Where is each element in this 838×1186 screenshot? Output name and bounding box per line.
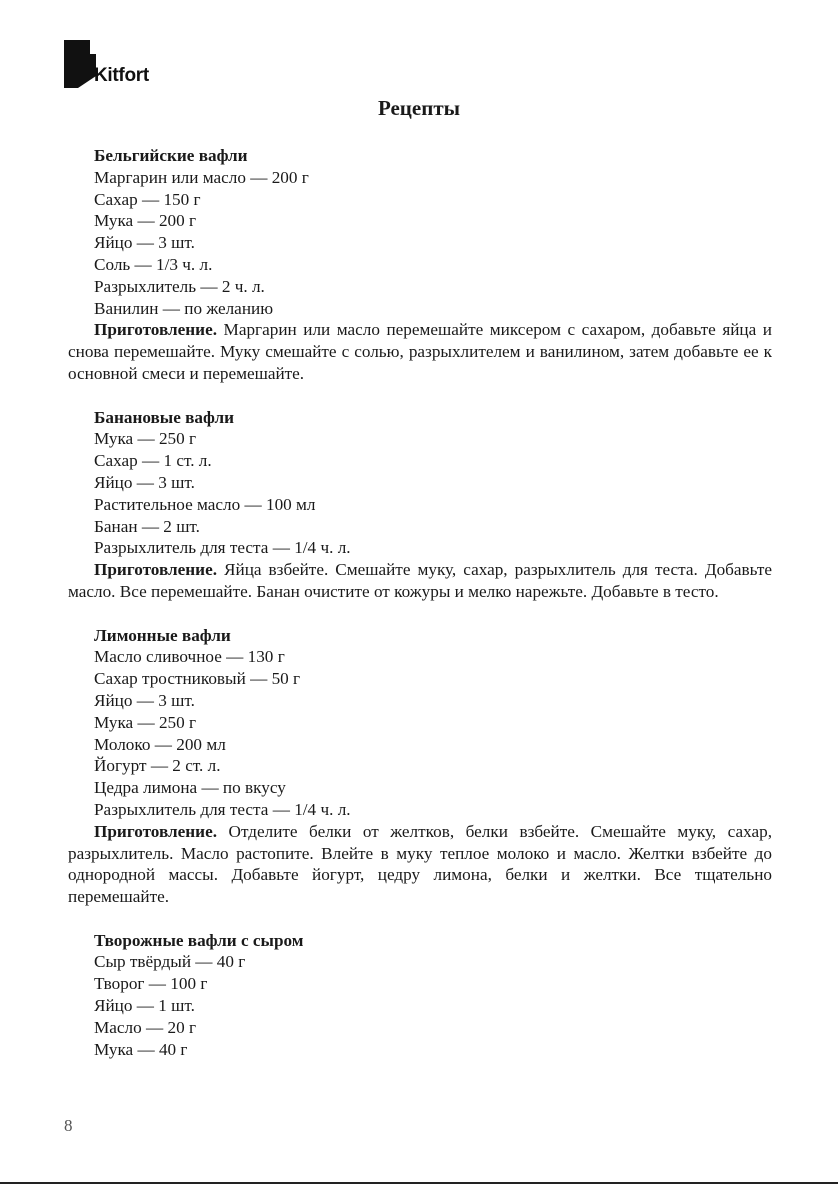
ingredient-item: Мука — 200 г bbox=[94, 211, 197, 231]
ingredient-item: Сахар — 150 г bbox=[94, 189, 201, 209]
recipe-title: Бельгийские вафли bbox=[94, 146, 248, 165]
preparation-label: Приготовление. bbox=[94, 821, 218, 841]
bottom-divider bbox=[0, 1182, 838, 1184]
preparation-label: Приготовление. bbox=[94, 560, 218, 580]
ingredient-item: Разрыхлитель для теста — 1/4 ч. л. bbox=[94, 538, 351, 558]
ingredient-list bbox=[68, 951, 772, 1060]
kitfort-logo-icon bbox=[64, 40, 96, 88]
ingredient-item: Яйцо — 1 шт. bbox=[94, 996, 195, 1016]
preparation-text bbox=[68, 821, 772, 908]
recipe-title: Творожные вафли с сыром bbox=[94, 930, 304, 950]
ingredient-item: Яйцо — 3 шт. bbox=[94, 472, 195, 492]
ingredient-item: Сыр твёрдый — 40 г bbox=[94, 952, 246, 972]
ingredient-item: Растительное масло — 100 мл bbox=[94, 494, 316, 514]
ingredient-item: Яйцо — 3 шт. bbox=[94, 233, 195, 253]
recipe-block bbox=[68, 930, 772, 1061]
ingredient-item: Разрыхлитель — 2 ч. л. bbox=[94, 276, 265, 296]
ingredient-item: Мука — 250 г bbox=[94, 712, 197, 732]
ingredient-item: Разрыхлитель для теста — 1/4 ч. л. bbox=[94, 799, 351, 819]
preparation-body: Яйца взбейте. Смешайте муку, сахар, разрыхлитель для теста. Добавьте масло. Все перемешайте. Банан очистите от кожуры и мелко нарежьте. Добавьте в тесто. bbox=[68, 560, 772, 601]
recipe-block bbox=[68, 625, 772, 908]
recipe-title: Банановые вафли bbox=[94, 407, 235, 427]
ingredient-item: Мука — 250 г bbox=[94, 429, 197, 449]
ingredient-list bbox=[68, 167, 772, 320]
preparation-body: Маргарин или масло перемешайте миксером с сахаром, добавьте яйца и снова перемешайте. Муку смешайте с солью, разрыхлителем и ванилином, затем добавьте ее к основной смеси и перемешайте. bbox=[68, 320, 772, 383]
ingredient-item: Сахар тростниковый — 50 г bbox=[94, 669, 301, 689]
ingredient-item: Яйцо — 3 шт. bbox=[94, 690, 195, 710]
preparation-text bbox=[68, 319, 772, 384]
ingredient-item: Соль — 1/3 ч. л. bbox=[94, 254, 213, 274]
preparation-label: Приготовление. bbox=[94, 320, 218, 340]
recipe-block bbox=[68, 407, 772, 603]
ingredient-item: Ванилин — по желанию bbox=[94, 298, 274, 318]
page-title: Рецепты bbox=[377, 96, 461, 120]
brand-logo bbox=[64, 40, 151, 88]
recipes-section bbox=[68, 145, 772, 1082]
ingredient-item: Мука — 40 г bbox=[94, 1039, 188, 1059]
ingredient-item: Творог — 100 г bbox=[94, 974, 208, 994]
ingredient-item: Сахар — 1 ст. л. bbox=[94, 451, 212, 471]
ingredient-list bbox=[68, 428, 772, 559]
preparation-text bbox=[68, 559, 772, 603]
ingredient-item: Маргарин или масло — 200 г bbox=[94, 167, 309, 187]
brand-name: Kitfort bbox=[94, 65, 149, 86]
ingredient-item: Банан — 2 шт. bbox=[94, 516, 200, 536]
preparation-body: Отделите белки от желтков, белки взбейте. Смешайте муку, сахар, разрыхлитель. Масло растопите. Влейте в муку теплое молоко и масло. Желтки взбейте до однородной массы. Добавьте йогурт, цедру лимона, белки и желтки. Все тщательно перемешайте. bbox=[68, 821, 772, 907]
page-number: 8 bbox=[64, 1116, 73, 1135]
recipe-title: Лимонные вафли bbox=[94, 625, 231, 645]
recipe-block bbox=[68, 145, 772, 385]
ingredient-item: Масло сливочное — 130 г bbox=[94, 647, 285, 667]
ingredient-list bbox=[68, 646, 772, 820]
ingredient-item: Масло — 20 г bbox=[94, 1017, 197, 1037]
ingredient-item: Цедра лимона — по вкусу bbox=[94, 778, 286, 798]
ingredient-item: Молоко — 200 мл bbox=[94, 734, 226, 754]
ingredient-item: Йогурт — 2 ст. л. bbox=[94, 756, 221, 776]
